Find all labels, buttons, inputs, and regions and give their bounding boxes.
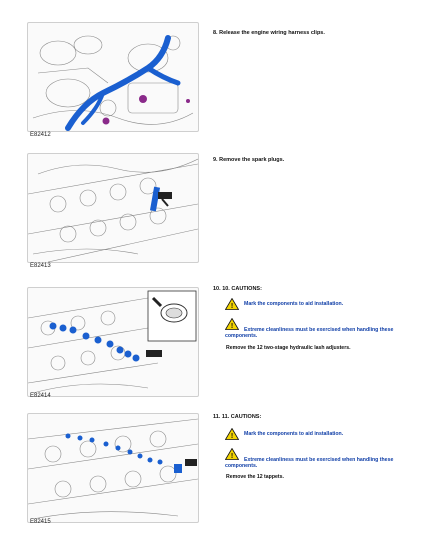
figure-spark-plugs bbox=[27, 153, 199, 263]
figure-code: E82412 bbox=[30, 132, 51, 138]
figure-tappets bbox=[27, 413, 199, 523]
step-instruction bbox=[213, 157, 403, 164]
figure-lash-adjusters bbox=[27, 287, 199, 397]
cylinder-head-tappets-illustration bbox=[28, 414, 198, 522]
step-instruction: Remove the 12 two-stage hydraulic lash adjusters. bbox=[226, 345, 351, 351]
figure-harness-clips bbox=[27, 22, 199, 132]
cautions-label: CAUTIONS: bbox=[231, 286, 262, 292]
caution-text: Mark the components to aid installation. bbox=[244, 301, 344, 307]
cautions-heading bbox=[213, 286, 403, 293]
step-instruction: Remove the 12 tappets. bbox=[226, 474, 284, 480]
step-instruction bbox=[213, 30, 403, 37]
engine-illustration bbox=[28, 23, 198, 131]
step-text: Remove the spark plugs. bbox=[219, 157, 285, 163]
cautions-heading bbox=[213, 414, 403, 421]
figure-code: E82414 bbox=[30, 393, 51, 399]
step-number: 11. bbox=[213, 414, 221, 420]
heading-number: 11. bbox=[221, 414, 230, 420]
warning-icon bbox=[225, 298, 239, 310]
step-number: 8. bbox=[213, 30, 218, 36]
heading-number: 10. bbox=[222, 286, 230, 292]
camshaft-illustration bbox=[28, 288, 198, 396]
caution-text: Extreme cleanliness must be exercised when handling these components. bbox=[225, 457, 394, 470]
step-text: Release the engine wiring harness clips. bbox=[219, 30, 325, 36]
caution-text: Mark the components to aid installation. bbox=[244, 431, 344, 437]
svg-text:!: ! bbox=[230, 433, 234, 440]
caution-text: Extreme cleanliness must be exercised when handling these components. bbox=[225, 327, 394, 340]
step-number: 10. bbox=[213, 286, 221, 292]
warning-icon bbox=[225, 428, 239, 440]
figure-code: E82413 bbox=[30, 263, 51, 269]
cautions-label: CAUTIONS: bbox=[230, 414, 262, 420]
cylinder-head-illustration bbox=[28, 154, 198, 262]
svg-text:!: ! bbox=[230, 453, 234, 460]
svg-text:!: ! bbox=[230, 323, 234, 330]
figure-code: E82415 bbox=[30, 519, 51, 525]
svg-text:!: ! bbox=[230, 303, 234, 310]
step-number: 9. bbox=[213, 157, 218, 163]
